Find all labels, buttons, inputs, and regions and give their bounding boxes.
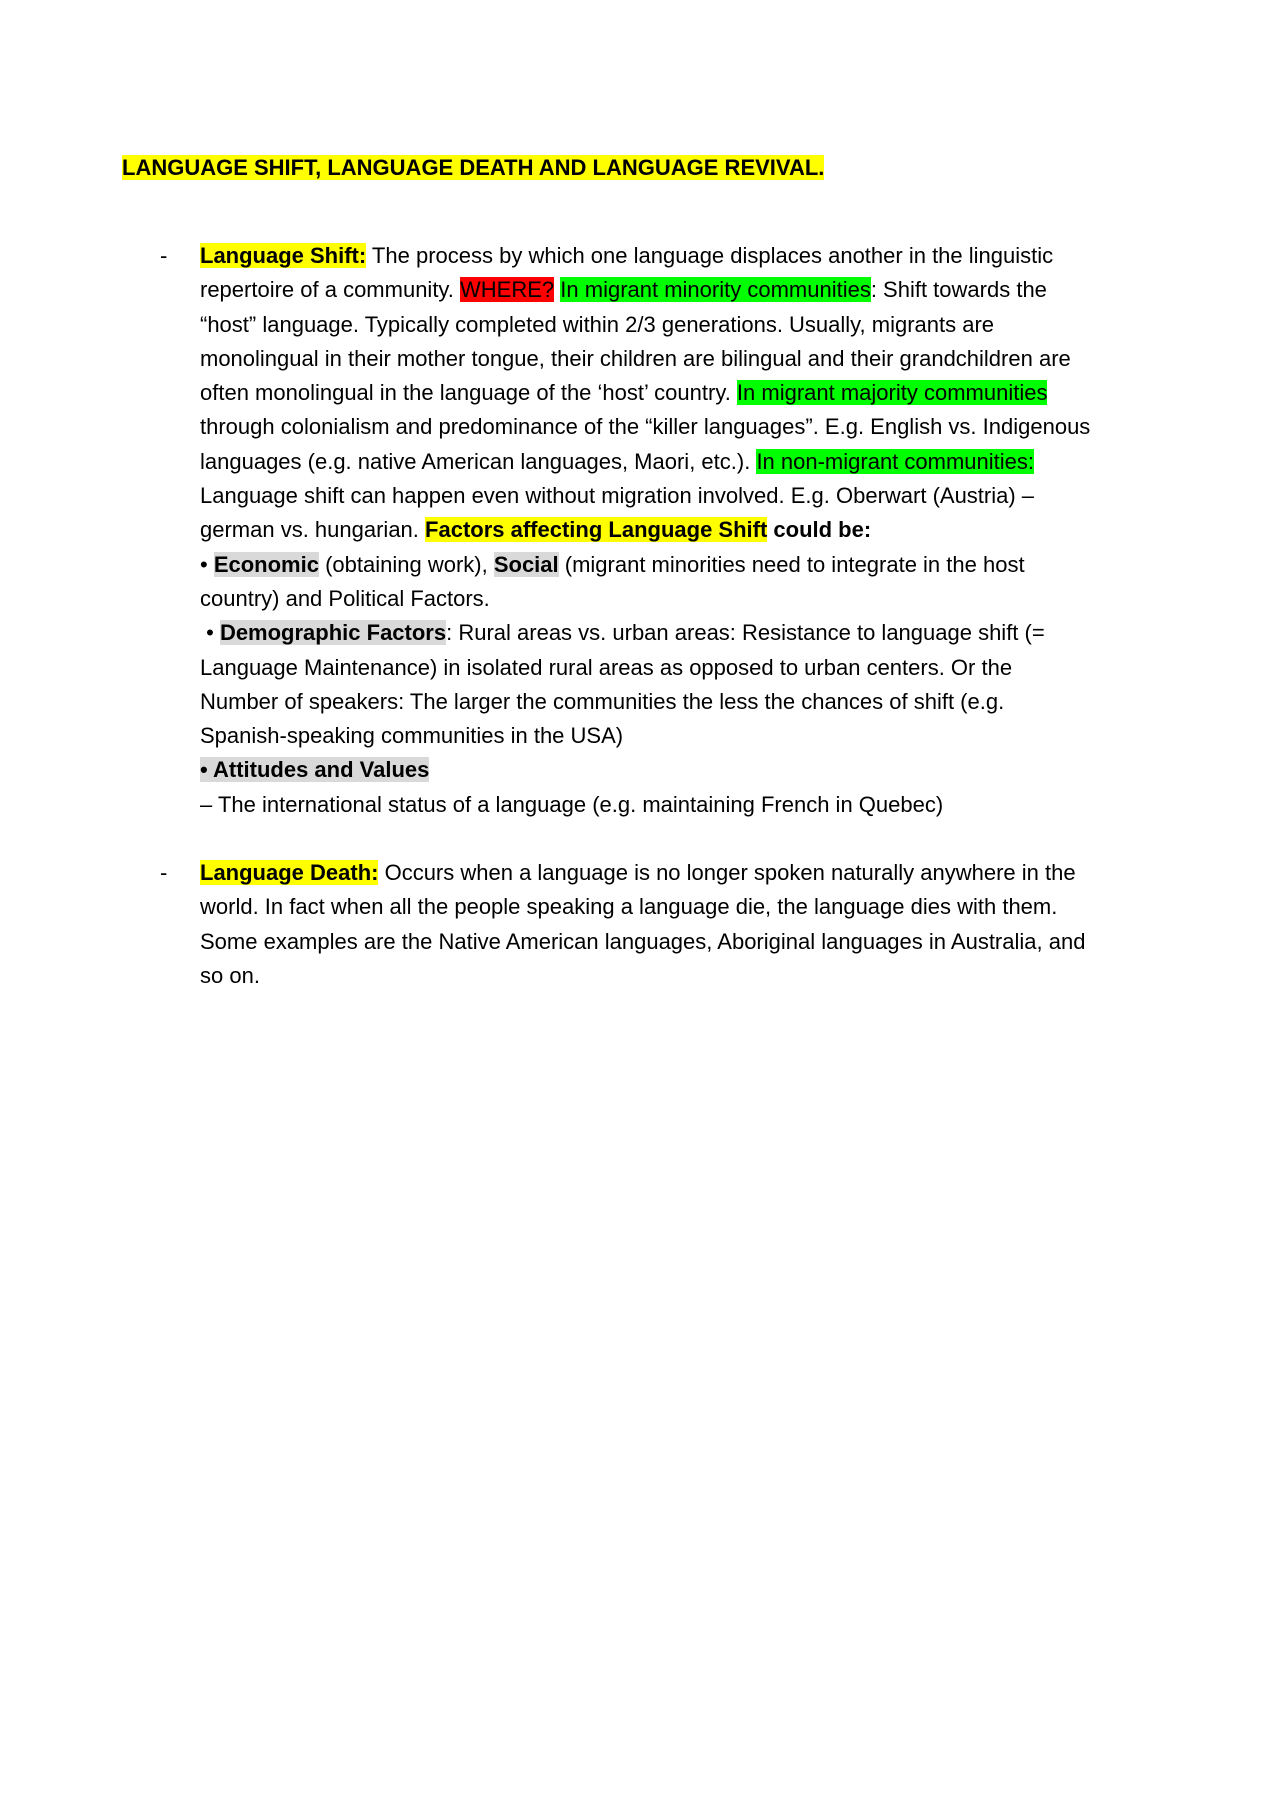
language-shift-paragraph (200, 239, 1160, 822)
text-line (200, 376, 1160, 410)
text-run: : Rural areas vs. urban areas: Resistance to language shift (= (446, 620, 1045, 646)
factors-highlight: Factors affecting Language Shift (425, 517, 768, 543)
attitudes-values-label: • Attitudes and Values (200, 757, 430, 783)
list-dash-marker: - (160, 243, 168, 268)
text-line (200, 856, 1160, 890)
language-shift-heading: Language Shift: (200, 243, 367, 268)
text-line: Some examples are the Native American languages, Aboriginal languages in Australia, and (200, 928, 1086, 954)
text-line: “host” language. Typically completed within 2/3 generations. Usually, migrants are (200, 311, 995, 337)
social-label: Social (493, 551, 559, 577)
text-line: so on. (200, 962, 260, 988)
text-line (200, 445, 1160, 479)
non-migrant-communities-highlight: In non-migrant communities: (756, 448, 1034, 474)
language-death-paragraph (200, 856, 1160, 993)
text-run: languages (e.g. native American languages, Maori, etc.). (200, 448, 757, 474)
text-run: : Shift towards the (870, 277, 1047, 303)
demographic-factors-label: Demographic Factors (219, 620, 447, 646)
bullet-glyph: • (200, 620, 220, 646)
text-line: world. In fact when all the people speaking a language die, the language dies with them. (200, 894, 1058, 920)
majority-communities-highlight: In migrant majority communities (736, 380, 1048, 406)
economic-label: Economic (213, 551, 319, 577)
text-line: monolingual in their mother tongue, their children are bilingual and their grandchildren are (200, 345, 1071, 371)
text-run: Occurs when a language is no longer spoken naturally anywhere in the (378, 860, 1076, 885)
text-line: country) and Political Factors. (200, 585, 490, 611)
minority-communities-highlight: In migrant minority communities (560, 277, 871, 303)
bullet-glyph: • (200, 551, 214, 577)
text-line (200, 616, 1160, 650)
text-line (200, 513, 1160, 547)
text-run: The process by which one language displaces another in the linguistic (366, 243, 1054, 268)
text-run: german vs. hungarian. (200, 517, 426, 543)
document-title (122, 153, 824, 183)
text-run: repertoire of a community. (200, 277, 461, 303)
language-death-heading: Language Death: (200, 860, 379, 885)
text-line: Number of speakers: The larger the communities the less the chances of shift (e.g. (200, 688, 1005, 714)
where-highlight: WHERE? (460, 277, 555, 303)
list-dash-marker: - (160, 860, 168, 885)
text-line (200, 548, 1160, 582)
text-line (200, 239, 1160, 273)
text-line (200, 273, 1160, 307)
text-line: – The international status of a language (e.g. maintaining French in Quebec) (200, 791, 944, 817)
text-run: (migrant minorities need to integrate in the host (558, 551, 1025, 577)
text-line: through colonialism and predominance of the “killer languages”. E.g. English vs. Indigenous (200, 414, 1091, 440)
text-line: Spanish-speaking communities in the USA) (200, 723, 624, 749)
text-run: often monolingual in the language of the ‘host’ country. (200, 380, 737, 406)
title-highlight: LANGUAGE SHIFT, LANGUAGE DEATH AND LANGUAGE REVIVAL. (122, 155, 825, 180)
text-line (200, 753, 1160, 787)
text-line: Language shift can happen even without migration involved. E.g. Oberwart (Austria) – (200, 483, 1035, 509)
text-run: (obtaining work), (318, 551, 494, 577)
text-line: Language Maintenance) in isolated rural areas as opposed to urban centers. Or the (200, 654, 1013, 680)
text-run: could be: (767, 517, 872, 543)
